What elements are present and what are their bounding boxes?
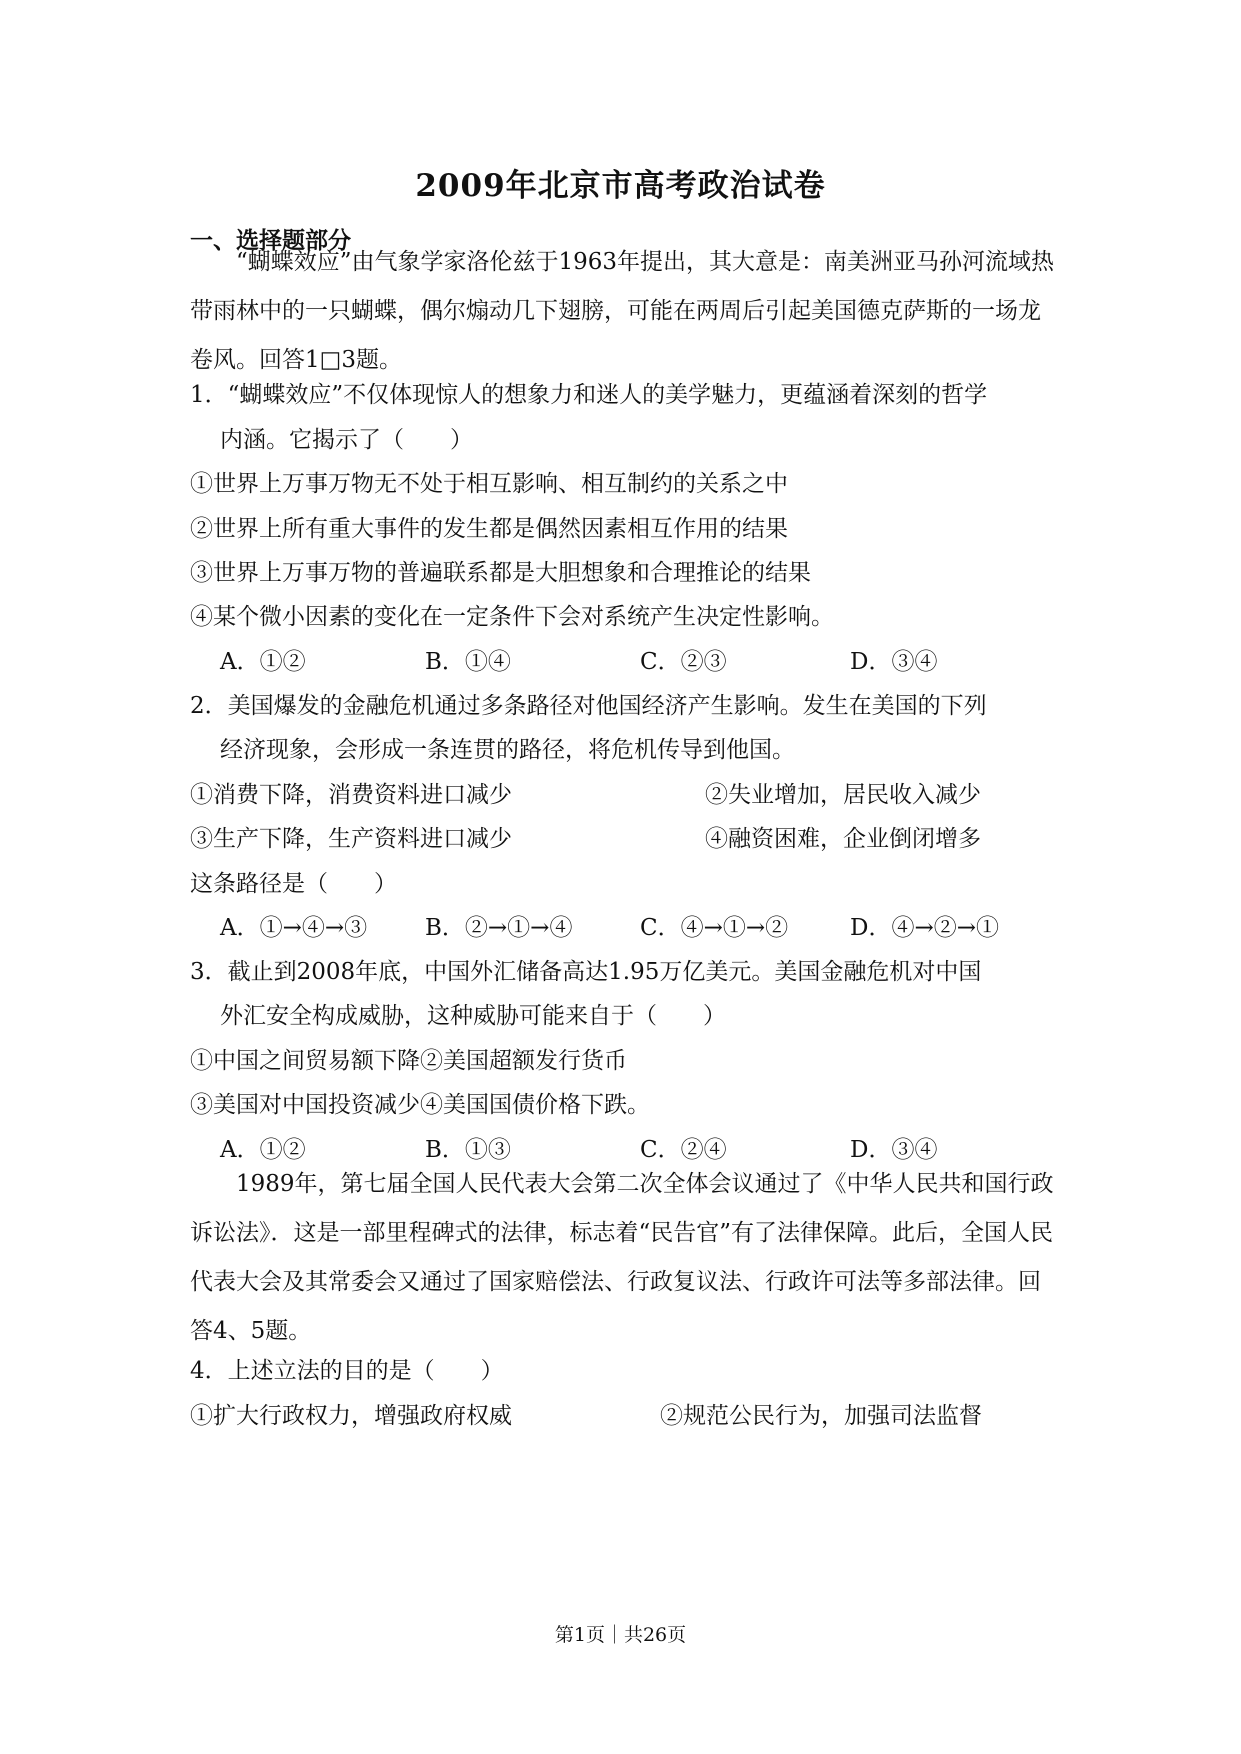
question-3-stem: 3．截止到2008年底，中国外汇储备高达1.95万亿美元。美国金融危机对中国 bbox=[190, 959, 982, 985]
question-2-stem-cont: 经济现象，会形成一条连贯的路径，将危机传导到他国。 bbox=[220, 737, 795, 763]
page-footer: 第1页｜共26页 bbox=[554, 1624, 687, 1646]
question-3-item: ①中国之间贸易额下降②美国超额发行货币 bbox=[190, 1048, 627, 1074]
passage-administrative-law: 1989年，第七届全国人民代表大会第二次全体会议通过了《中华人民共和国行政诉讼法》．这是一部里程碑式的法律，标志着“民告官”有了法律保障。此后，全国人民代表大会及其常委会又通过了国家赔偿法、行政复议法、行政许可法等多部法律。回答4、5题。 bbox=[190, 1171, 1054, 1344]
question-2-option-d: D．④→②→① bbox=[850, 915, 999, 941]
question-1-item: ④某个微小因素的变化在一定条件下会对系统产生决定性影响。 bbox=[190, 604, 834, 630]
question-1-stem: 1．“蝴蝶效应”不仅体现惊人的想象力和迷人的美学魅力，更蕴涵着深刻的哲学 bbox=[190, 382, 988, 408]
question-1-stem-cont: 内涵。它揭示了（ ） bbox=[220, 427, 473, 453]
question-1-item: ①世界上万事万物无不处于相互影响、相互制约的关系之中 bbox=[190, 471, 788, 497]
question-2-option-c: C．④→①→② bbox=[640, 915, 789, 941]
question-3-option-a: A．①② bbox=[220, 1137, 306, 1163]
question-2-prompt: 这条路径是（ ） bbox=[190, 871, 397, 897]
question-4-item: ②规范公民行为，加强司法监督 bbox=[660, 1403, 982, 1429]
question-1-option-c: C．②③ bbox=[640, 649, 727, 675]
question-2-stem: 2．美国爆发的金融危机通过多条路径对他国经济产生影响。发生在美国的下列 bbox=[190, 693, 987, 719]
section-heading: 一、选择题部分 bbox=[190, 227, 351, 254]
question-2-item: ③生产下降，生产资料进口减少 bbox=[190, 826, 512, 852]
passage-butterfly-effect: “蝴蝶效应”由气象学家洛伦兹于1963年提出，其大意是：南美洲亚马孙河流域热带雨林中的一只蝴蝶，偶尔煽动几下翅膀，可能在两周后引起美国德克萨斯的一场龙卷风。回答1□3题。 bbox=[190, 249, 1055, 373]
question-1-option-d: D．③④ bbox=[850, 649, 938, 675]
question-1-option-a: A．①② bbox=[220, 649, 306, 675]
question-2-item: ①消费下降，消费资料进口减少 bbox=[190, 782, 512, 808]
question-2-item: ②失业增加，居民收入减少 bbox=[705, 782, 981, 808]
question-3-item: ③美国对中国投资减少④美国国债价格下跌。 bbox=[190, 1092, 650, 1118]
question-4-item: ①扩大行政权力，增强政府权威 bbox=[190, 1403, 512, 1429]
question-3-option-d: D．③④ bbox=[850, 1137, 938, 1163]
question-2-option-b: B．②→①→④ bbox=[425, 915, 573, 941]
question-3-option-b: B．①③ bbox=[425, 1137, 511, 1163]
question-2-item: ④融资困难，企业倒闭增多 bbox=[705, 826, 981, 852]
question-3-stem-cont: 外汇安全构成威胁，这种威胁可能来自于（ ） bbox=[220, 1003, 726, 1029]
question-1-option-b: B．①④ bbox=[425, 649, 511, 675]
question-2-option-a: A．①→④→③ bbox=[220, 915, 368, 941]
question-1-item: ③世界上万事万物的普遍联系都是大胆想象和合理推论的结果 bbox=[190, 560, 811, 586]
page-title: 2009年北京市高考政治试卷 bbox=[415, 168, 826, 204]
question-1-item: ②世界上所有重大事件的发生都是偶然因素相互作用的结果 bbox=[190, 516, 788, 542]
question-4-stem: 4．上述立法的目的是（ ） bbox=[190, 1358, 504, 1384]
question-3-option-c: C．②④ bbox=[640, 1137, 727, 1163]
